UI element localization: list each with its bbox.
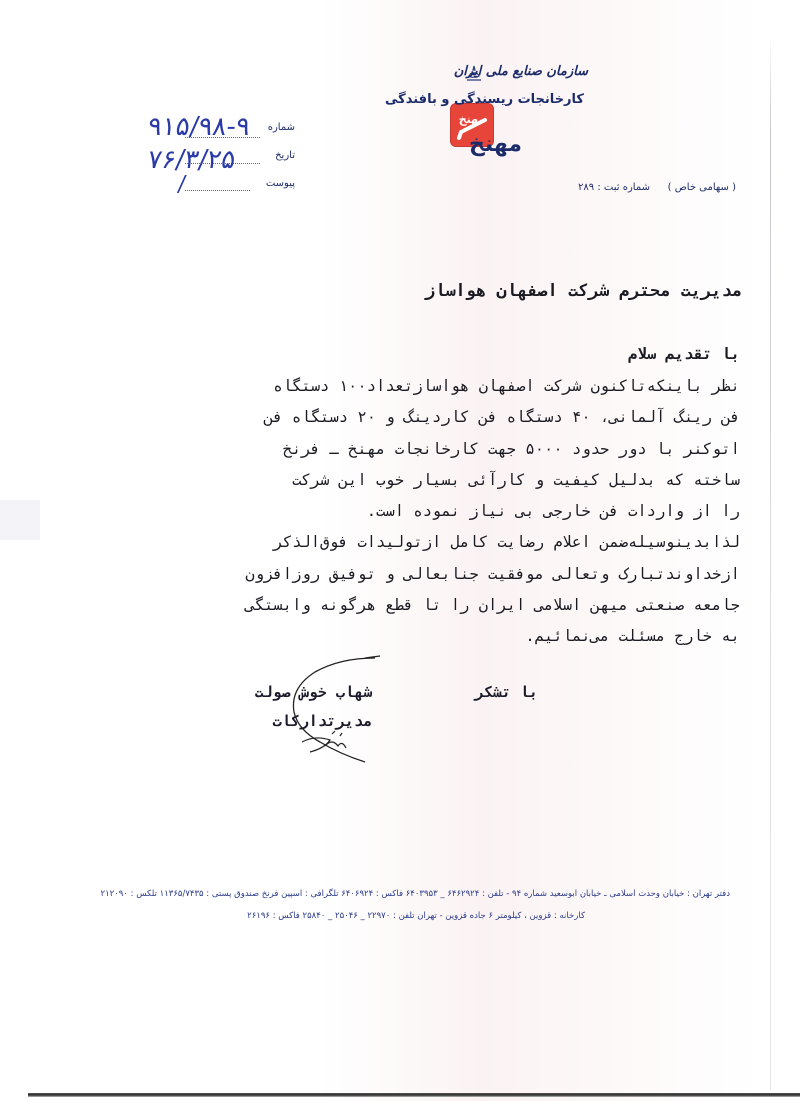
- paragraph-1-line-2: فن رینگ آلمانی، ۴۰ دستگاه فن کاردینگ و ۲۰ دستگاه فن: [264, 408, 740, 426]
- signer-title: مدیرتدارکات: [272, 712, 372, 730]
- paragraph-1-line-5: را از واردات فن خارجی بی نیاز نموده است.: [366, 502, 740, 520]
- signer-name: شهاب خوش صولت: [254, 683, 372, 701]
- organization-name: سازمان صنایع ملی ایران: [453, 64, 588, 79]
- svg-text:مهنخ: مهنخ: [458, 113, 486, 126]
- handwritten-number: ۹۱۵/۹۸-۹: [145, 112, 253, 142]
- number-label: شماره: [267, 122, 295, 133]
- footer-factory-address: کارخانه : قزوین ، کیلومتر ۶ جاده قزوین - تهران تلفن : ۲۲۹۷۰ _ ۲۵۰۴۶ _ ۲۵۸۴۰ فاکس : ۲۶۱۹۶: [247, 911, 585, 921]
- paragraph-2-line-2: ازخداوندتبارک وتعالی موفقیت جنابعالی و توفیق روزافزون: [245, 565, 740, 583]
- paragraph-2-line-4: به خارج مسئلت می‌نمائیم.: [525, 627, 740, 645]
- date-label: تاریخ: [275, 150, 295, 161]
- paragraph-1-line-3: اتوکنر با دور حدود ۵۰۰۰ جهت کارخانجات مهنخ ـ فرنخ: [282, 440, 740, 458]
- attachment-dotted-line: [185, 190, 250, 191]
- closing: با تشکر: [474, 683, 538, 701]
- attachment-label: پیوست: [265, 178, 295, 189]
- paragraph-1-line-4: ساخته که بدلیل کیفیت و کارآئی بسیار خوب این شرکت: [292, 471, 740, 489]
- footer-tehran-office: دفتر تهران : خیابان وحدت اسلامی ـ خیابان ابوسعید شماره ۹۴ - تلفن : ۶۴۶۲۹۲۴ _ ۶۴۰۳۹۵۳ فاکس : ۶۴۰۶۹۲۴ تلگرافی : اسپین فرنخ صندوق پستی : ۱۱۳۶۵/۷۴۳۵ تلکس : ۲۱۲۰۹۰: [100, 889, 730, 899]
- page-fold-line: [770, 30, 771, 1090]
- salutation: با تقدیم سلام: [628, 345, 740, 363]
- scan-bottom-edge: [28, 1093, 800, 1097]
- scan-artifact: [0, 500, 40, 540]
- handwritten-signature: [270, 650, 390, 770]
- brand-name: مهنخ: [469, 132, 522, 157]
- registration-number: شماره ثبت : ۲۸۹: [578, 182, 650, 193]
- handwritten-attachment: /: [176, 172, 189, 197]
- paragraph-2-line-1: لذابدینوسیله‌ضمن اعلام رضایت کامل ازتولیدات فوق‌الذکر: [273, 533, 740, 551]
- company-type: ( سهامی خاص ): [667, 182, 736, 193]
- paragraph-1-line-1: نظر باینکه‌تاکنون شرکت اصفهان هواسازتعداد۱۰۰ دستگاه: [273, 377, 740, 395]
- recipient: مدیریت محترم شرکت اصفهان هواساز: [424, 281, 742, 301]
- reference-labels: [245, 122, 295, 206]
- handwritten-date: ۷۶/۳/۲۵: [145, 145, 238, 175]
- paragraph-2-line-3: جامعه صنعتی میهن اسلامی ایران را تا قطع هرگونه وابستگی: [245, 596, 740, 614]
- factory-name: کارخانجات ریسندگی و بافندگی: [385, 92, 584, 107]
